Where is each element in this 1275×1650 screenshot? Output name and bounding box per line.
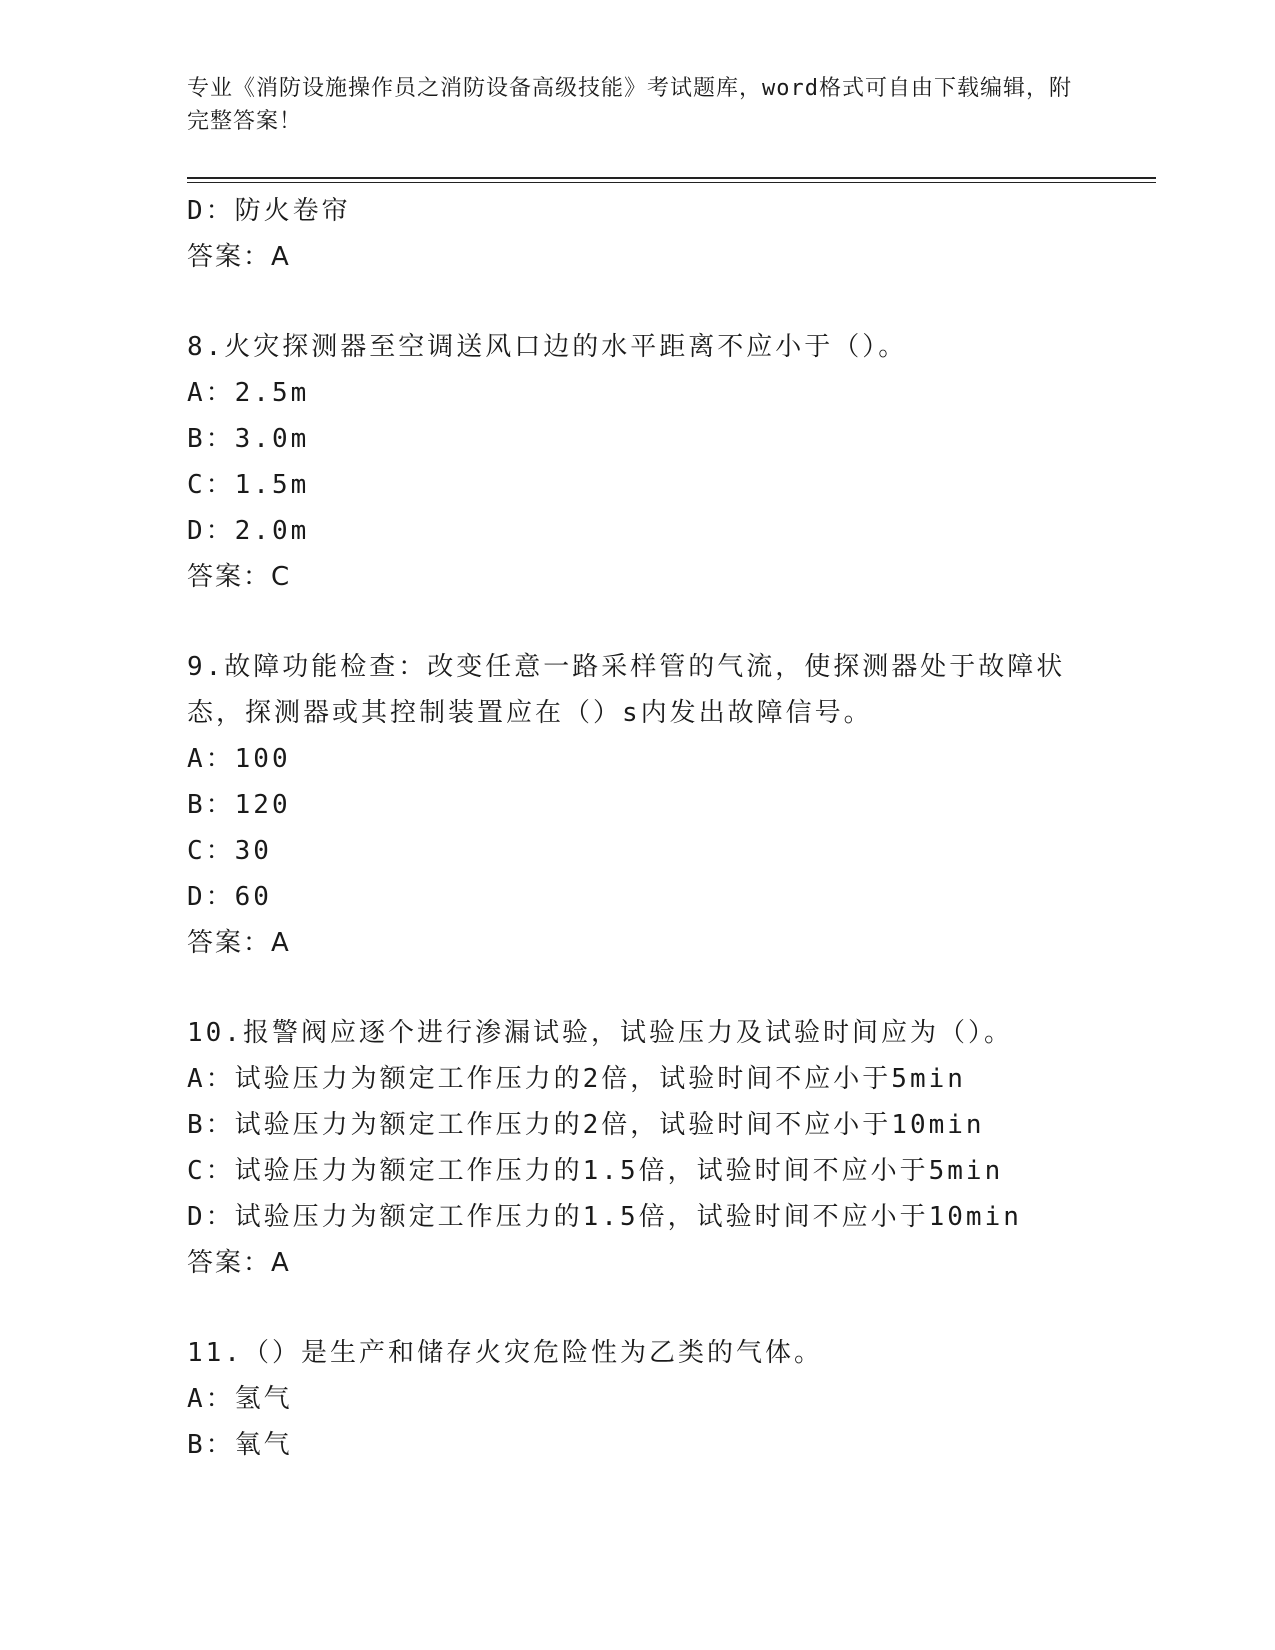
question-11-option-a: A：氢气 — [187, 1384, 293, 1414]
document-header: 专业《消防设施操作员之消防设备高级技能》考试题库，word格式可自由下载编辑，附完整答案！ — [187, 76, 1072, 134]
answer-previous: 答案：A — [187, 242, 291, 272]
question-8-option-b: B：3.0m — [187, 424, 310, 454]
option-d-previous: D：防火卷帘 — [187, 196, 351, 226]
question-10-option-b: B：试验压力为额定工作压力的2倍，试验时间不应小于10min — [187, 1110, 985, 1140]
question-8-option-d: D：2.0m — [187, 516, 310, 546]
question-9-option-c: C：30 — [187, 836, 272, 866]
question-8-option-c: C：1.5m — [187, 470, 310, 500]
question-11-option-b: B：氧气 — [187, 1430, 293, 1460]
question-10-option-c: C：试验压力为额定工作压力的1.5倍，试验时间不应小于5min — [187, 1156, 1004, 1186]
question-list — [187, 188, 1087, 1468]
question-9-stem: 9.故障功能检查：改变任意一路采样管的气流，使探测器处于故障状态，探测器或其控制装置应在（）s内发出故障信号。 — [187, 652, 1066, 728]
question-11-stem: 11.（）是生产和储存火灾危险性为乙类的气体。 — [187, 1338, 823, 1368]
question-9-answer: 答案：A — [187, 928, 291, 958]
question-10-option-d: D：试验压力为额定工作压力的1.5倍，试验时间不应小于10min — [187, 1202, 1022, 1232]
question-10-stem: 10.报警阀应逐个进行渗漏试验，试验压力及试验时间应为（）。 — [187, 1018, 1013, 1048]
question-8-option-a: A：2.5m — [187, 378, 310, 408]
question-10-answer: 答案：A — [187, 1248, 291, 1278]
question-8-stem: 8.火灾探测器至空调送风口边的水平距离不应小于（）。 — [187, 332, 908, 362]
header-divider-thick — [187, 177, 1156, 179]
question-9-option-a: A：100 — [187, 744, 291, 774]
question-9-option-d: D：60 — [187, 882, 272, 912]
question-9-option-b: B：120 — [187, 790, 291, 820]
question-10-option-a: A：试验压力为额定工作压力的2倍，试验时间不应小于5min — [187, 1064, 966, 1094]
header-divider-thin — [187, 182, 1156, 183]
question-8-answer: 答案：C — [187, 562, 292, 592]
